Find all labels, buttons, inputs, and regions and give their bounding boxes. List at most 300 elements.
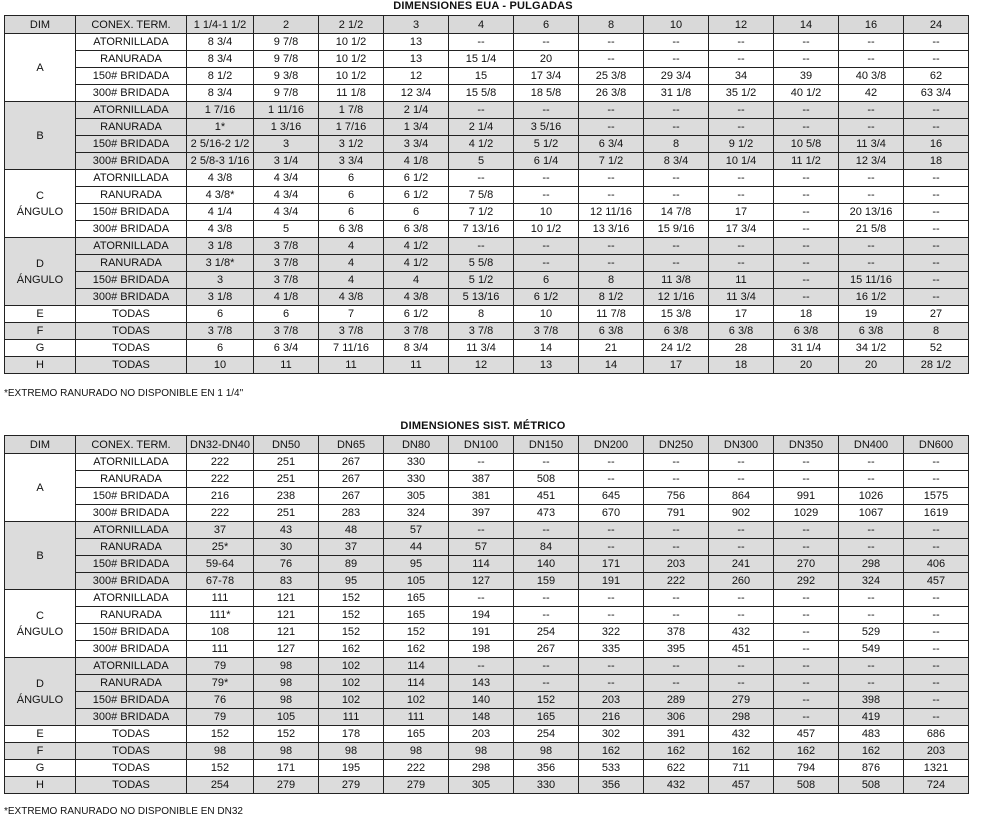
value-cell: 508	[774, 777, 839, 794]
value-cell: 57	[384, 522, 449, 539]
value-cell: 457	[709, 777, 774, 794]
dim-label	[5, 454, 76, 522]
value-cell: 9 7/8	[254, 85, 319, 102]
connection-type: 150# BRIDADA	[76, 624, 187, 641]
value-cell: --	[514, 590, 579, 607]
value-cell: 102	[319, 675, 384, 692]
dim-label	[5, 760, 76, 777]
table-row	[5, 51, 969, 68]
dim-label-line: H	[36, 359, 44, 371]
value-cell: 2 5/8-3 1/16	[187, 153, 254, 170]
value-cell: 162	[319, 641, 384, 658]
value-cell: 6	[384, 204, 449, 221]
connection-type: RANURADA	[76, 187, 187, 204]
value-cell: 8	[579, 272, 644, 289]
value-cell: --	[839, 238, 904, 255]
value-cell: 4	[384, 272, 449, 289]
value-cell: --	[514, 255, 579, 272]
column-header: CONEX. TERM.	[76, 16, 187, 34]
value-cell: --	[579, 471, 644, 488]
value-cell: 2 5/16-2 1/2	[187, 136, 254, 153]
table-row	[5, 255, 969, 272]
table-row	[5, 556, 969, 573]
value-cell: 95	[384, 556, 449, 573]
value-cell: --	[839, 51, 904, 68]
value-cell: 711	[709, 760, 774, 777]
value-cell: 11 3/8	[644, 272, 709, 289]
value-cell: --	[774, 641, 839, 658]
dim-label	[5, 306, 76, 323]
value-cell: --	[904, 34, 969, 51]
value-cell: 794	[774, 760, 839, 777]
value-cell: 111	[187, 641, 254, 658]
connection-type: 300# BRIDADA	[76, 505, 187, 522]
connection-type: RANURADA	[76, 51, 187, 68]
value-cell: 267	[319, 488, 384, 505]
column-header: DN250	[644, 436, 709, 454]
value-cell: 1067	[839, 505, 904, 522]
connection-type: 150# BRIDADA	[76, 272, 187, 289]
value-cell: 1 7/16	[187, 102, 254, 119]
value-cell: 391	[644, 726, 709, 743]
value-cell: 152	[254, 726, 319, 743]
value-cell: --	[904, 675, 969, 692]
value-cell: 381	[449, 488, 514, 505]
header-row	[5, 436, 969, 454]
value-cell: 322	[579, 624, 644, 641]
connection-type: 300# BRIDADA	[76, 709, 187, 726]
value-cell: --	[904, 238, 969, 255]
value-cell: 216	[187, 488, 254, 505]
value-cell: 324	[384, 505, 449, 522]
value-cell: 102	[384, 692, 449, 709]
value-cell: --	[904, 51, 969, 68]
dim-label-line: ÁNGULO	[16, 273, 64, 286]
value-cell: 25*	[187, 539, 254, 556]
column-header: CONEX. TERM.	[76, 436, 187, 454]
value-cell: --	[644, 102, 709, 119]
value-cell: --	[774, 255, 839, 272]
dim-label	[5, 777, 76, 794]
column-header: DN100	[449, 436, 514, 454]
table-row	[5, 709, 969, 726]
dim-label-line: ÁNGULO	[16, 205, 64, 218]
value-cell: 3 1/4	[254, 153, 319, 170]
value-cell: 4 1/8	[384, 153, 449, 170]
value-cell: --	[709, 454, 774, 471]
value-cell: --	[514, 675, 579, 692]
value-cell: 267	[319, 454, 384, 471]
value-cell: 98	[514, 743, 579, 760]
value-cell: 98	[254, 692, 319, 709]
value-cell: 31 1/8	[644, 85, 709, 102]
value-cell: 3 7/8	[254, 255, 319, 272]
value-cell: --	[579, 590, 644, 607]
value-cell: 10	[514, 204, 579, 221]
table-row	[5, 136, 969, 153]
value-cell: 28 1/2	[904, 357, 969, 374]
value-cell: 6 1/4	[514, 153, 579, 170]
value-cell: 148	[449, 709, 514, 726]
value-cell: --	[839, 102, 904, 119]
table-row	[5, 68, 969, 85]
dim-label	[5, 238, 76, 306]
connection-type: TODAS	[76, 323, 187, 340]
value-cell: 419	[839, 709, 904, 726]
value-cell: 5	[449, 153, 514, 170]
value-cell: 791	[644, 505, 709, 522]
value-cell: 162	[644, 743, 709, 760]
value-cell: 7	[319, 306, 384, 323]
value-cell: 6 3/8	[579, 323, 644, 340]
value-cell: 267	[319, 471, 384, 488]
value-cell: 330	[384, 471, 449, 488]
connection-type: TODAS	[76, 726, 187, 743]
value-cell: --	[709, 170, 774, 187]
dim-label-line: B	[36, 129, 44, 142]
value-cell: --	[904, 709, 969, 726]
value-cell: 121	[254, 624, 319, 641]
value-cell: --	[644, 590, 709, 607]
connection-type: TODAS	[76, 777, 187, 794]
column-header: 24	[904, 16, 969, 34]
table-row	[5, 289, 969, 306]
value-cell: 10	[187, 357, 254, 374]
column-header: 2 1/2	[319, 16, 384, 34]
column-header: DN65	[319, 436, 384, 454]
value-cell: --	[774, 238, 839, 255]
value-cell: --	[449, 102, 514, 119]
connection-type: 150# BRIDADA	[76, 136, 187, 153]
value-cell: 89	[319, 556, 384, 573]
connection-type: 300# BRIDADA	[76, 153, 187, 170]
table-row	[5, 590, 969, 607]
column-header: DN80	[384, 436, 449, 454]
value-cell: --	[774, 119, 839, 136]
connection-type: 300# BRIDADA	[76, 85, 187, 102]
table-row	[5, 153, 969, 170]
value-cell: 42	[839, 85, 904, 102]
value-cell: 222	[187, 471, 254, 488]
value-cell: 1 7/16	[319, 119, 384, 136]
table-row	[5, 204, 969, 221]
value-cell: 3 7/8	[254, 238, 319, 255]
value-cell: 335	[579, 641, 644, 658]
value-cell: 1 7/8	[319, 102, 384, 119]
value-cell: 152	[319, 590, 384, 607]
value-cell: 34	[709, 68, 774, 85]
value-cell: 8	[904, 323, 969, 340]
value-cell: --	[774, 221, 839, 238]
column-header: DN600	[904, 436, 969, 454]
value-cell: --	[579, 187, 644, 204]
connection-type: TODAS	[76, 306, 187, 323]
value-cell: 162	[384, 641, 449, 658]
value-cell: 98	[384, 743, 449, 760]
value-cell: --	[839, 607, 904, 624]
dim-label-line: E	[36, 728, 44, 740]
value-cell: 3	[254, 136, 319, 153]
table-row	[5, 119, 969, 136]
value-cell: 95	[319, 573, 384, 590]
value-cell: 395	[644, 641, 709, 658]
value-cell: 29 3/4	[644, 68, 709, 85]
value-cell: --	[774, 471, 839, 488]
value-cell: 902	[709, 505, 774, 522]
value-cell: 4 3/8	[384, 289, 449, 306]
value-cell: 20	[514, 51, 579, 68]
value-cell: 298	[449, 760, 514, 777]
value-cell: 52	[904, 340, 969, 357]
value-cell: 39	[774, 68, 839, 85]
value-cell: 4 3/4	[254, 170, 319, 187]
column-header: DN400	[839, 436, 904, 454]
value-cell: 356	[514, 760, 579, 777]
value-cell: 15 11/16	[839, 272, 904, 289]
column-header: 12	[709, 16, 774, 34]
value-cell: 3 5/16	[514, 119, 579, 136]
value-cell: 31 1/4	[774, 340, 839, 357]
value-cell: --	[774, 272, 839, 289]
connection-type: RANURADA	[76, 607, 187, 624]
value-cell: 79*	[187, 675, 254, 692]
value-cell: --	[774, 51, 839, 68]
value-cell: 111	[384, 709, 449, 726]
connection-type: 150# BRIDADA	[76, 68, 187, 85]
value-cell: 11 7/8	[579, 306, 644, 323]
value-cell: 24 1/2	[644, 340, 709, 357]
column-header: 8	[579, 16, 644, 34]
table-row	[5, 187, 969, 204]
value-cell: 20	[839, 357, 904, 374]
dim-label-line: B	[36, 549, 44, 562]
value-cell: --	[449, 238, 514, 255]
dim-label-line: G	[35, 342, 45, 354]
table-row	[5, 573, 969, 590]
value-cell: 1029	[774, 505, 839, 522]
value-cell: 4 3/8	[319, 289, 384, 306]
value-cell: --	[904, 170, 969, 187]
value-cell: 7 11/16	[319, 340, 384, 357]
table-row	[5, 238, 969, 255]
value-cell: 191	[449, 624, 514, 641]
value-cell: 25 3/8	[579, 68, 644, 85]
value-cell: 756	[644, 488, 709, 505]
value-cell: 162	[839, 743, 904, 760]
value-cell: --	[579, 255, 644, 272]
value-cell: 6 1/2	[384, 306, 449, 323]
value-cell: --	[579, 170, 644, 187]
value-cell: 152	[319, 607, 384, 624]
value-cell: 67-78	[187, 573, 254, 590]
column-header: 10	[644, 16, 709, 34]
value-cell: 254	[187, 777, 254, 794]
us-footnote: *EXTREMO RANURADO NO DISPONIBLE EN 1 1/4"	[4, 388, 244, 399]
value-cell: --	[709, 187, 774, 204]
value-cell: 12 3/4	[384, 85, 449, 102]
value-cell: 6 3/4	[579, 136, 644, 153]
value-cell: 3 7/8	[254, 272, 319, 289]
value-cell: 724	[904, 777, 969, 794]
value-cell: 451	[709, 641, 774, 658]
table-row	[5, 743, 969, 760]
value-cell: 8 3/4	[187, 34, 254, 51]
value-cell: 6 1/2	[384, 170, 449, 187]
value-cell: --	[839, 187, 904, 204]
value-cell: 3 3/4	[384, 136, 449, 153]
table-row	[5, 641, 969, 658]
value-cell: --	[774, 102, 839, 119]
value-cell: 483	[839, 726, 904, 743]
table-row	[5, 522, 969, 539]
value-cell: 43	[254, 522, 319, 539]
value-cell: 686	[904, 726, 969, 743]
value-cell: --	[709, 51, 774, 68]
column-header: DN200	[579, 436, 644, 454]
value-cell: 6	[319, 204, 384, 221]
value-cell: 10 1/2	[319, 51, 384, 68]
value-cell: 4	[319, 255, 384, 272]
connection-type: 150# BRIDADA	[76, 204, 187, 221]
value-cell: 6 3/8	[384, 221, 449, 238]
value-cell: 6	[187, 306, 254, 323]
value-cell: 195	[319, 760, 384, 777]
value-cell: 6 3/8	[709, 323, 774, 340]
value-cell: --	[839, 170, 904, 187]
value-cell: 1 11/16	[254, 102, 319, 119]
value-cell: 140	[514, 556, 579, 573]
value-cell: 289	[644, 692, 709, 709]
value-cell: 549	[839, 641, 904, 658]
table-row	[5, 306, 969, 323]
value-cell: 11 3/4	[839, 136, 904, 153]
value-cell: 11	[709, 272, 774, 289]
value-cell: 8 3/4	[384, 340, 449, 357]
value-cell: --	[514, 102, 579, 119]
dim-label-line: ÁNGULO	[16, 625, 64, 638]
table-row	[5, 760, 969, 777]
value-cell: 1 3/4	[384, 119, 449, 136]
value-cell: --	[839, 539, 904, 556]
value-cell: 7 1/2	[579, 153, 644, 170]
value-cell: 876	[839, 760, 904, 777]
connection-type: RANURADA	[76, 539, 187, 556]
value-cell: 305	[384, 488, 449, 505]
value-cell: --	[709, 607, 774, 624]
value-cell: 508	[839, 777, 904, 794]
value-cell: --	[839, 119, 904, 136]
value-cell: 283	[319, 505, 384, 522]
value-cell: --	[644, 539, 709, 556]
value-cell: --	[904, 187, 969, 204]
value-cell: 3 7/8	[449, 323, 514, 340]
value-cell: --	[514, 187, 579, 204]
value-cell: 670	[579, 505, 644, 522]
value-cell: 241	[709, 556, 774, 573]
value-cell: 2 1/4	[449, 119, 514, 136]
value-cell: 398	[839, 692, 904, 709]
table-row	[5, 170, 969, 187]
value-cell: 270	[774, 556, 839, 573]
column-header: DN50	[254, 436, 319, 454]
connection-type: ATORNILLADA	[76, 590, 187, 607]
value-cell: 6	[254, 306, 319, 323]
value-cell: 3	[187, 272, 254, 289]
value-cell: --	[774, 590, 839, 607]
value-cell: 5 1/2	[514, 136, 579, 153]
value-cell: 1575	[904, 488, 969, 505]
value-cell: 260	[709, 573, 774, 590]
value-cell: 152	[187, 726, 254, 743]
value-cell: --	[904, 522, 969, 539]
value-cell: 6	[187, 340, 254, 357]
value-cell: 162	[709, 743, 774, 760]
value-cell: 457	[904, 573, 969, 590]
value-cell: 1 3/16	[254, 119, 319, 136]
dim-label-line: A	[36, 61, 44, 74]
value-cell: 12	[449, 357, 514, 374]
connection-type: RANURADA	[76, 471, 187, 488]
value-cell: 63 3/4	[904, 85, 969, 102]
value-cell: 4 1/4	[187, 204, 254, 221]
value-cell: --	[644, 675, 709, 692]
table-row	[5, 221, 969, 238]
value-cell: 356	[579, 777, 644, 794]
connection-type: TODAS	[76, 760, 187, 777]
dim-label-line: C	[36, 189, 44, 202]
value-cell: 84	[514, 539, 579, 556]
value-cell: 105	[384, 573, 449, 590]
value-cell: 19	[839, 306, 904, 323]
value-cell: 17	[709, 306, 774, 323]
value-cell: 6 3/4	[254, 340, 319, 357]
dim-label-line: A	[36, 481, 44, 494]
value-cell: --	[904, 641, 969, 658]
value-cell: 15 9/16	[644, 221, 709, 238]
value-cell: 28	[709, 340, 774, 357]
column-header: 4	[449, 16, 514, 34]
dim-label	[5, 323, 76, 340]
value-cell: 6	[319, 187, 384, 204]
value-cell: 127	[254, 641, 319, 658]
connection-type: ATORNILLADA	[76, 238, 187, 255]
value-cell: 57	[449, 539, 514, 556]
value-cell: 198	[449, 641, 514, 658]
connection-type: 300# BRIDADA	[76, 573, 187, 590]
table-row	[5, 34, 969, 51]
dim-label-line: D	[36, 257, 44, 270]
value-cell: 8 1/2	[579, 289, 644, 306]
column-header: 16	[839, 16, 904, 34]
value-cell: 11	[384, 357, 449, 374]
value-cell: --	[514, 658, 579, 675]
value-cell: --	[514, 34, 579, 51]
value-cell: 152	[319, 624, 384, 641]
value-cell: 3 1/8	[187, 238, 254, 255]
value-cell: 37	[319, 539, 384, 556]
column-header: 1 1/4-1 1/2	[187, 16, 254, 34]
value-cell: --	[579, 675, 644, 692]
value-cell: --	[709, 102, 774, 119]
value-cell: 222	[187, 505, 254, 522]
value-cell: --	[774, 709, 839, 726]
value-cell: 11	[319, 357, 384, 374]
value-cell: 21	[579, 340, 644, 357]
value-cell: 432	[709, 726, 774, 743]
value-cell: 457	[774, 726, 839, 743]
dim-label	[5, 357, 76, 374]
value-cell: --	[774, 204, 839, 221]
